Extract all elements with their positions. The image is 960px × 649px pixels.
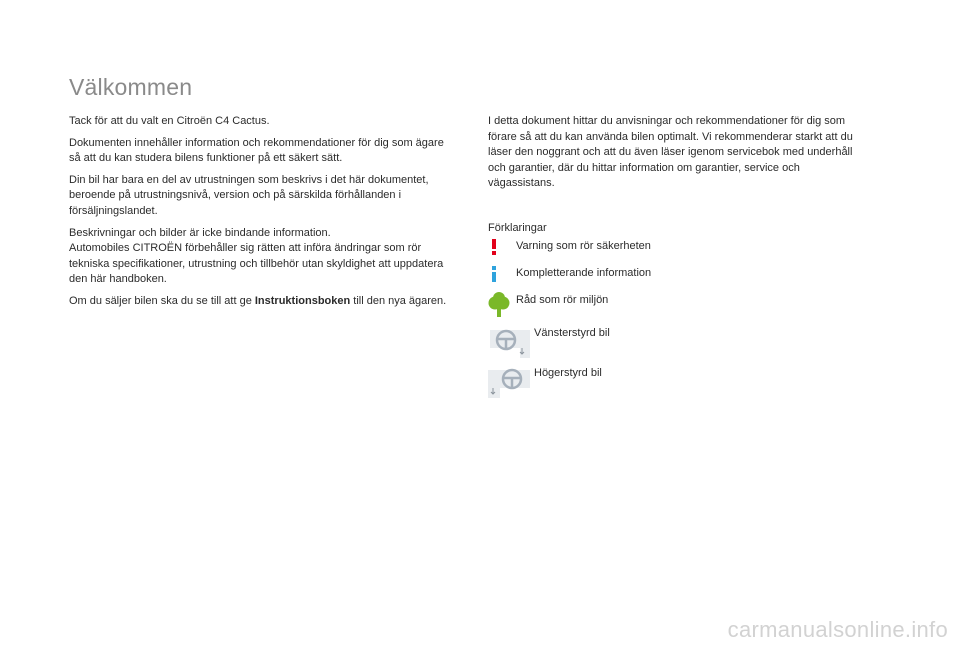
- legend-warning-label: Varning som rör säkerheten: [516, 240, 651, 252]
- watermark: carmanualsonline.info: [727, 617, 948, 642]
- reservation-text: Automobiles CITROËN förbehåller sig rätten att införa ändringar som rör tekniska specifikationer, utrustning och tillbehör utan skyldighet att uppdatera den här handboken.: [69, 242, 444, 286]
- intro-paragraph-5: [69, 294, 449, 310]
- legend-lhd-label: Vänsterstyrd bil: [534, 327, 610, 339]
- legend-rhd-label: Högerstyrd bil: [534, 367, 602, 379]
- left-hand-drive-icon: [488, 326, 530, 363]
- manual-name: Instruktionsboken: [254, 294, 351, 307]
- intro-column-left: [69, 114, 449, 316]
- document-description: I detta dokument hittar du anvisningar och rekommendationer för dig som förare så att du kan använda bilen optimalt. Vi rekommenderar starkt att du läser den noggrant och att du även läser igenom servicebok med underhåll och garantier, där du hittar information om garantier, service och vägassistans.: [488, 115, 853, 190]
- intro-column-right: [488, 114, 868, 192]
- legend-title: Förklaringar: [488, 222, 547, 234]
- page-title: Välkommen: [69, 74, 193, 100]
- resale-text-end: till den nya ägaren.: [350, 294, 447, 307]
- intro-paragraph-1: Tack för att du valt en Citroën C4 Cactus.: [69, 115, 270, 127]
- info-icon: [489, 266, 499, 287]
- tree-icon: [488, 292, 510, 323]
- legend-environment-label: Råd som rör miljön: [516, 294, 609, 306]
- legend-info-label: Kompletterande information: [516, 267, 652, 279]
- intro-paragraph-2: Dokumenten innehåller information och rekommendationer för dig som ägare så att du kan studera bilens funktioner på ett säkert sätt.: [69, 136, 444, 165]
- intro-paragraph-4: [69, 226, 449, 288]
- intro-paragraph-3: Din bil har bara en del av utrustningen som beskrivs i det här dokumentet, beroende på utrustningsnivå, version och på särskilda förhållanden i försäljningslandet.: [69, 173, 429, 217]
- resale-text-start: Om du säljer bilen ska du se till att ge: [69, 294, 255, 307]
- warning-icon: [489, 239, 499, 260]
- right-hand-drive-icon: [488, 366, 530, 403]
- disclaimer-line: Beskrivningar och bilder är icke bindande information.: [69, 226, 331, 239]
